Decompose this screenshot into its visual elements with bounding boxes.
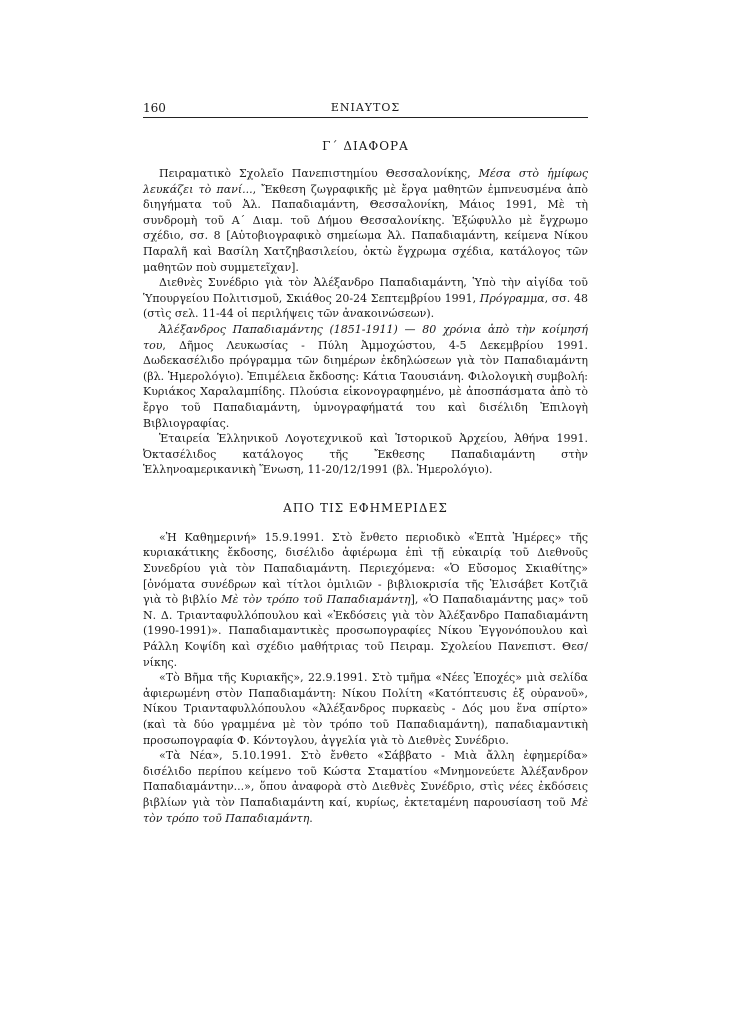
entry-italic-title: Ἀλέξανδρος Παπαδιαμάντης (1851-1911) — 80 χρόνια ἀπὸ τὴν κοίμησή του: [143, 322, 588, 352]
page-number: 160: [143, 101, 166, 115]
entry-text: , σσ. 48 (στὶς σελ. 11-44 οἱ περιλήψεις τῶν ἀνακοινώσεων).: [143, 291, 588, 321]
entry-text: Διεθνὲς Συνέδριο γιὰ τὸν Ἀλέξανδρο Παπαδιαμάντη, Ὑπὸ τὴν αἰγίδα τοῦ Ὑπουργείου Πολιτισμοῦ, Σκιάθος 20-24 Σεπτεμβρίου 1991,: [143, 276, 588, 305]
entry-elia-catalogue: [143, 431, 588, 478]
entry-text: ], «Ὁ Παπαδιαμάντης μας» τοῦ Ν. Δ. Τριανταφυλλόπουλου καὶ «Ἐκδόσεις γιὰ τὸν Ἀλέξανδρο Παπαδιαμάντη (1990-1991)». Παπαδιαμαντικὲς προσωπογραφίες Νίκου Ἐγγονόπουλου καὶ Ράλλη Κοψίδη καὶ σχέδιο μαθήτριας τοῦ Πειραμ. Σχολείου Πανεπιστ. Θεσ/νίκης.: [143, 593, 589, 669]
entry-text: , Δῆμος Λευκωσίας - Πύλη Ἀμμοχώστου, 4-5 Δεκεμβρίου 1991. Δωδεκασέλιδο πρόγραμμα τῶν διημέρων ἐκδηλώσεων γιὰ τὸν Παπαδιαμάντη (βλ. Ἡμερολόγιο). Ἐπιμέλεια ἔκδοσης: Κάτια Ταουσιάνη. Φιλολογικὴ συμβολή: Κυριάκος Χαραλαμπίδης. Πλούσια εἰκονογραφημένο, μὲ ἀποσπάσματα ἀπὸ τὸ ἔργο τοῦ Παπαδιαμάντη, ὑμνογραφήματά του καὶ δισέλιδη Ἐπιλογὴ Βιβλιογραφίας.: [143, 338, 588, 430]
running-title: ΕΝΙΑΥΤΟΣ: [330, 101, 401, 114]
entry-italic-title: Μὲ τὸν τρόπο τοῦ Παπαδιαμάντη: [143, 795, 588, 825]
entry-kathimerini: [143, 530, 588, 670]
section-title-miscellaneous: Γ´ ΔΙΑΦΟΡΑ: [322, 139, 409, 153]
entry-text: «Ἡ Καθημερινή» 15.9.1991. Στὸ ἔνθετο περιοδικὸ «Ἑπτὰ Ἡμέρες» τῆς κυριακάτικης ἔκδοσης, δισέλιδο ἀφιέρωμα ἐπὶ τῇ εὐκαιρίᾳ τοῦ Διεθνοῦς Συνεδρίου γιὰ τὸν Παπαδιαμάντη. Περιεχόμενα: «Ὁ Εὔσομος Σκιαθίτης» [ὀνόματα συνέδρων καὶ τίτλοι ὁμιλιῶν - βιβλιοκρισία τῆς Ἐλισάβετ Κοτζιᾶ γιὰ τὸ βιβλίο: [143, 530, 588, 607]
entry-italic-title: Μέσα στὸ ἡμίφως λευκάζει τὸ πανί...: [143, 167, 588, 196]
entry-italic-title: Πρόγραμμα: [479, 291, 545, 305]
running-header: [143, 101, 588, 118]
entry-ta-nea: [143, 748, 588, 826]
entry-text: «Τὰ Νέα», 5.10.1991. Στὸ ἔνθετο «Σάββατο - Μιὰ ἄλλη ἐφημερίδα» δισέλιδο περίπου κείμενο τοῦ Κώστα Σταματίου «Μνημονεύετε Ἀλέξανδρον Παπαδιαμάντην...», ὅπου ἀναφορὰ στὸ Διεθνὲς Συνέδριο, στὶς νέες ἐκδόσεις βιβλίων γιὰ τὸν Παπαδιαμάντη καί, κυρίως, ἐκτεταμένη παρουσίαση τοῦ: [143, 749, 588, 809]
entry-text: .: [309, 811, 313, 825]
entry-text: Ἑταιρεία Ἑλληνικοῦ Λογοτεχνικοῦ καὶ Ἱστορικοῦ Ἀρχείου, Ἀθήνα 1991. Ὀκτασέλιδος κατάλογος τῆς Ἔκθεσης Παπαδιαμάντη στὴν Ἑλληνοαμερικανικὴ Ἕνωση, 11-20/12/1991 (βλ. Ἡμερολόγιο).: [143, 432, 588, 477]
entry-exhibition-thessaloniki: [143, 166, 588, 275]
entry-nicosia-program: [143, 322, 588, 431]
entry-vima: [143, 670, 588, 748]
page-content: [143, 138, 588, 826]
section-title-newspapers: ΑΠΟ ΤΙΣ ΕΦΗΜΕΡΙΔΕΣ: [283, 500, 448, 515]
entry-text: , Ἔκθεση ζωγραφικῆς μὲ ἔργα μαθητῶν ἐμπνευσμένα ἀπὸ διηγήματα τοῦ Ἀλ. Παπαδιαμάντη, Θεσσαλονίκη, Μάιος 1991, Μὲ τὴ συνδρομὴ τοῦ Α´ Διαμ. τοῦ Δήμου Θεσσαλονίκης. Ἐξώφυλλο μὲ ἔγχρωμο σχέδιο, σσ. 8 [Αὐτοβιογραφικὸ σημείωμα Ἀλ. Παπαδιαμάντη, κείμενα Νίκου Παραλῆ καὶ Βασίλη Χατζηβασιλείου, ὀκτὼ ἔγχρωμα σχέδια, κατάλογος τῶν μαθητῶν ποὺ συμμετεῖχαν].: [143, 182, 589, 274]
entry-international-conference: [143, 275, 588, 322]
entry-text: «Τὸ Βῆμα τῆς Κυριακῆς», 22.9.1991. Στὸ τμῆμα «Νέες Ἐποχές» μιὰ σελίδα ἀφιερωμένη στὸν Παπαδιαμάντη: Νίκου Πολίτη «Κατόπτευσις ἐξ οὐρανοῦ», Νίκου Τριανταφυλλόπουλου «Ἀλέξανδρος πυρκαεὺς - Δός μου ἕνα σπίρτο» (καὶ τὰ δύο γραμμένα μὲ τὸν τρόπο τοῦ Παπαδιαμάντη), παπαδιαμαντικὴ προσωπογραφία Φ. Κόντογλου, ἀγγελία γιὰ τὸ Διεθνὲς Συνέδριο.: [143, 671, 588, 747]
entry-italic-title: Μὲ τὸν τρόπο τοῦ Παπαδιαμάντη: [221, 593, 411, 607]
entry-text: Πειραματικὸ Σχολεῖο Πανεπιστημίου Θεσσαλονίκης,: [159, 167, 479, 180]
